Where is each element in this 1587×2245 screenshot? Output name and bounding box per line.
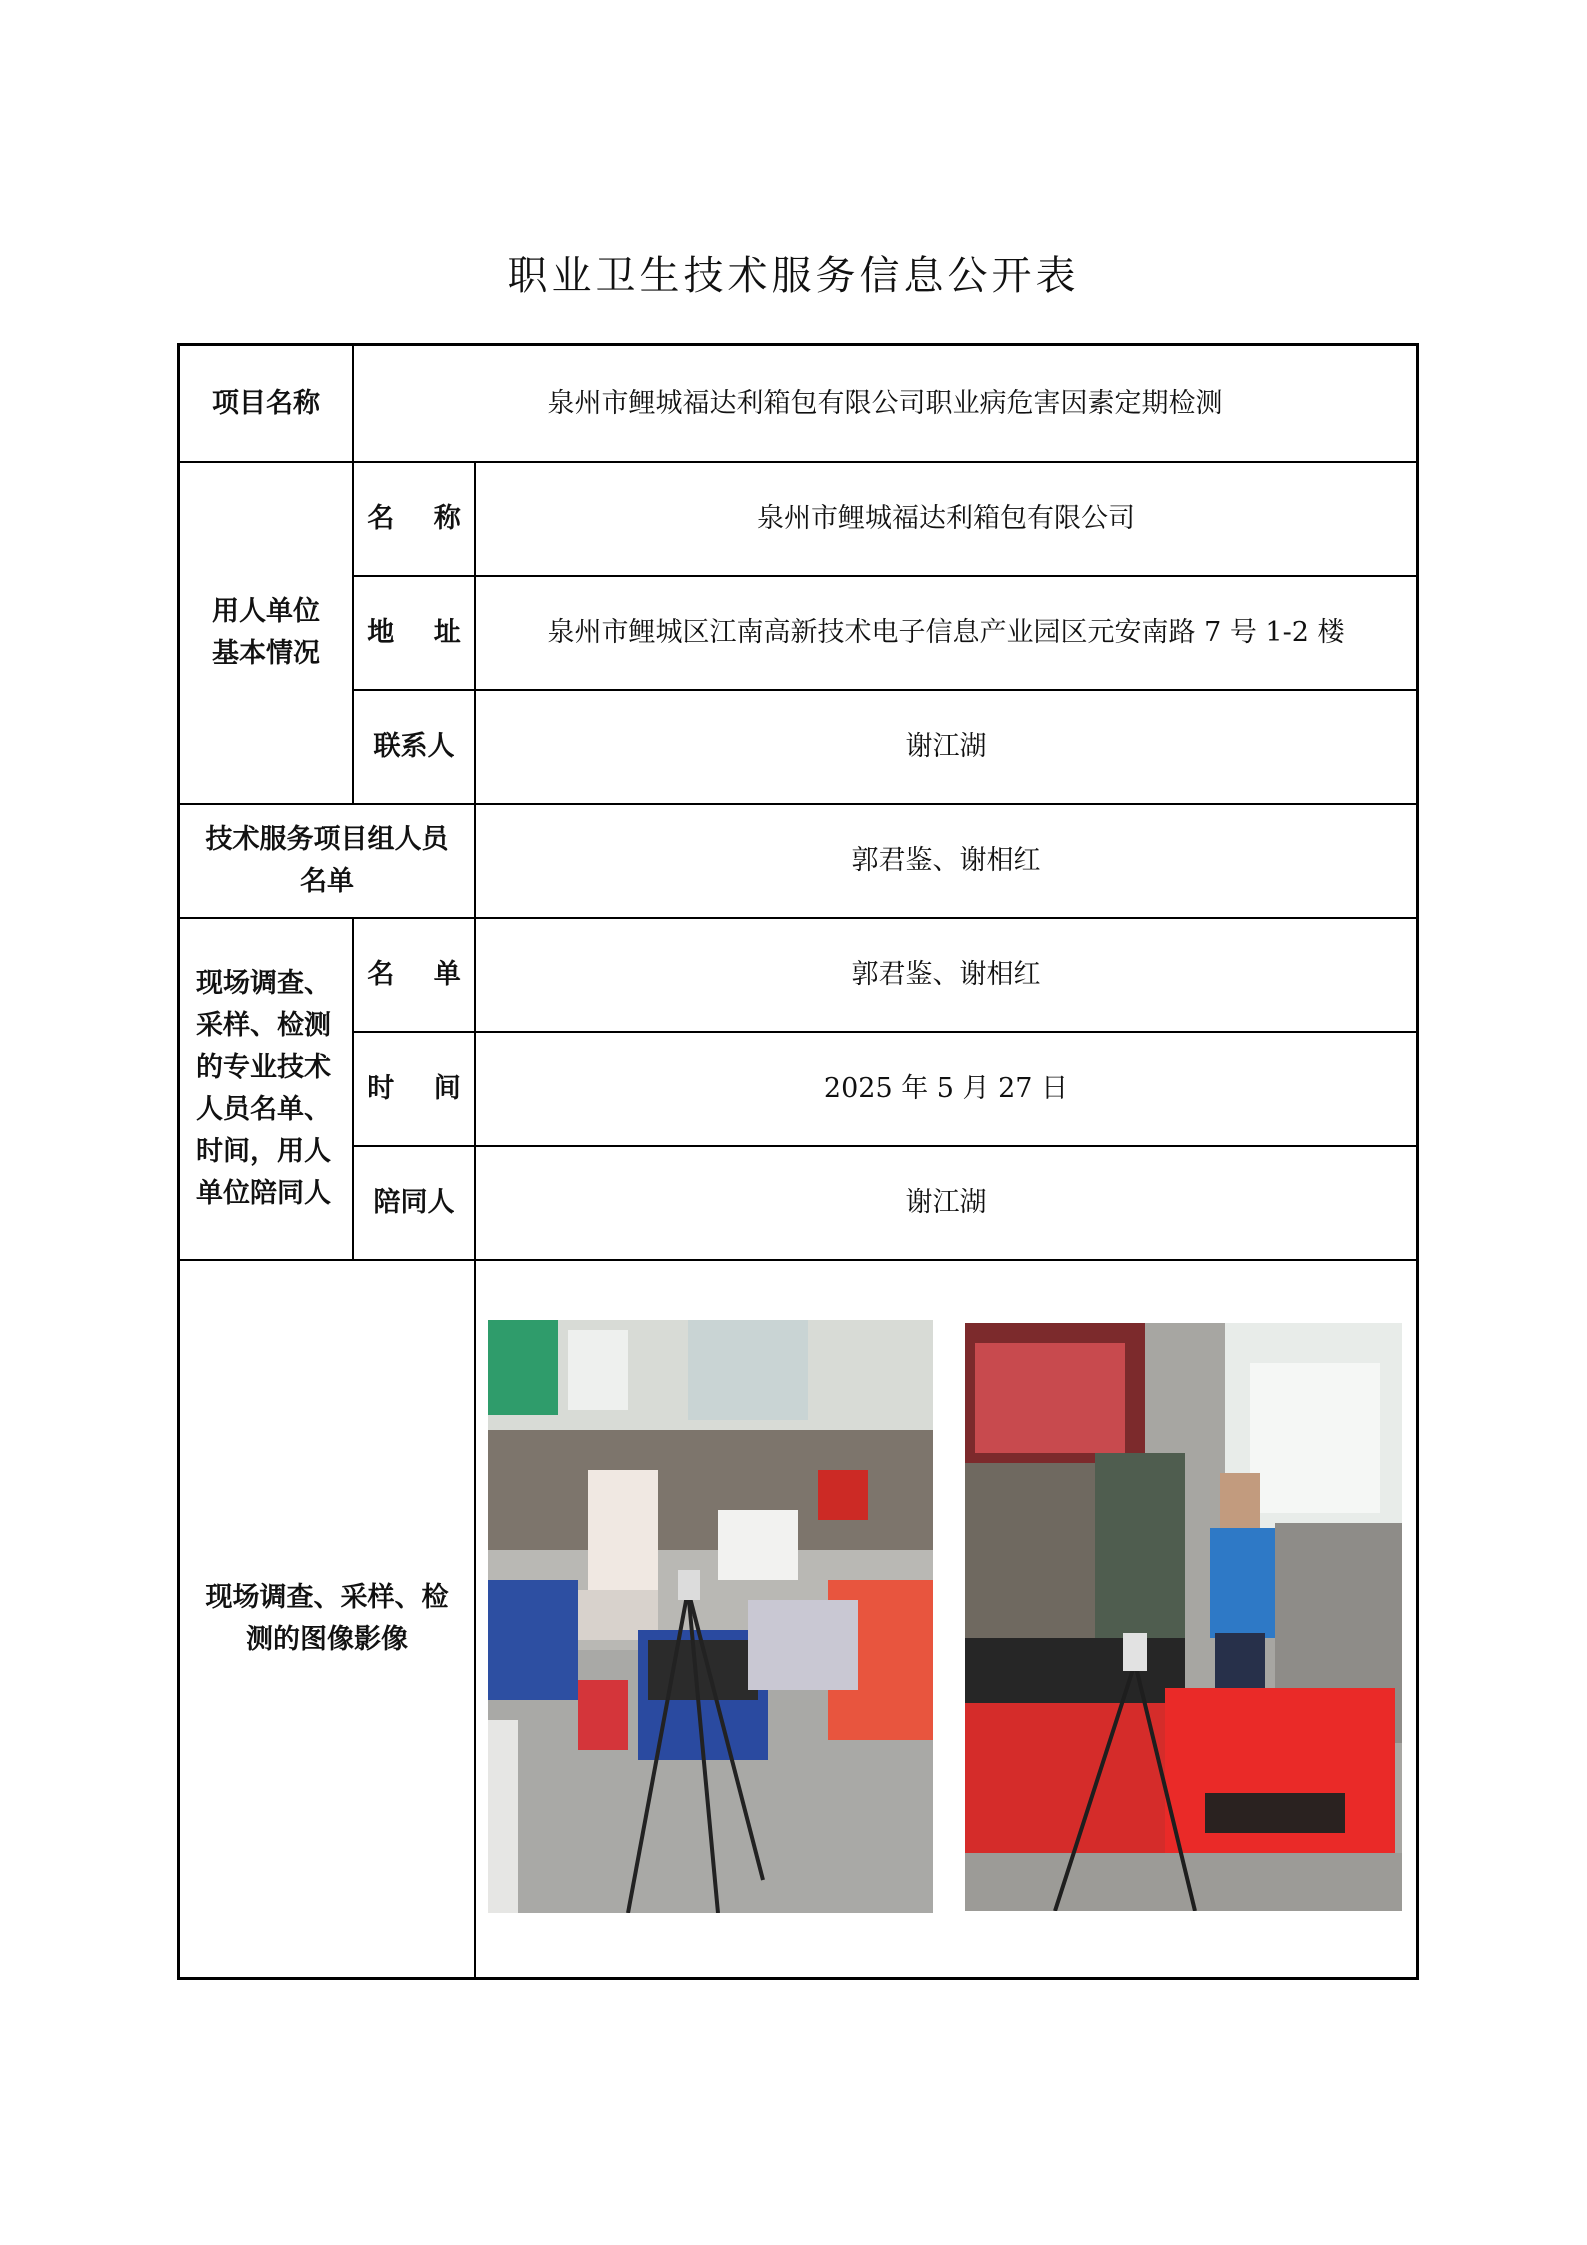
- survey-time-label-text: 时 间: [367, 1073, 461, 1104]
- survey-escort-label: 陪同人: [354, 1147, 476, 1261]
- project-value: 泉州市鲤城福达利箱包有限公司职业病危害因素定期检测: [354, 346, 1416, 463]
- survey-names-label: [354, 919, 476, 1033]
- images-label-text: 现场调查、采样、检测的图像影像: [205, 1582, 449, 1655]
- project-label: 项目名称: [180, 346, 354, 463]
- employer-name-value: 泉州市鲤城福达利箱包有限公司: [476, 463, 1416, 577]
- page-title: 职业卫生技术服务信息公开表: [507, 253, 1080, 299]
- team-label: [180, 805, 476, 919]
- employer-name-label: [354, 463, 476, 577]
- site-photo-1: [488, 1320, 933, 1913]
- survey-time-value: 2025 年 5 月 27 日: [476, 1033, 1416, 1147]
- survey-label: [180, 919, 354, 1261]
- site-photo-2: [965, 1323, 1402, 1911]
- employer-contact-label: 联系人: [354, 691, 476, 805]
- employer-address-label-text: 地 址: [367, 617, 461, 648]
- images-label: [180, 1261, 476, 1977]
- employer-label: [180, 463, 354, 805]
- employer-name-label-text: 名 称: [367, 503, 461, 534]
- team-label-text: 技术服务项目组人员名单: [205, 824, 449, 897]
- team-value: 郭君鉴、谢相红: [476, 805, 1416, 919]
- survey-names-value: 郭君鉴、谢相红: [476, 919, 1416, 1033]
- survey-names-label-text: 名 单: [367, 959, 461, 990]
- employer-contact-value: 谢江湖: [476, 691, 1416, 805]
- employer-label-text: 用人单位基本情况: [212, 596, 320, 669]
- info-table: [177, 343, 1419, 1980]
- survey-time-label: [354, 1033, 476, 1147]
- survey-escort-value: 谢江湖: [476, 1147, 1416, 1261]
- employer-address-value: 泉州市鲤城区江南高新技术电子信息产业园区元安南路 7 号 1-2 楼: [476, 577, 1416, 691]
- employer-address-label: [354, 577, 476, 691]
- survey-label-text: 现场调查、采样、检测的专业技术人员名单、时间，用人单位陪同人: [196, 968, 331, 1209]
